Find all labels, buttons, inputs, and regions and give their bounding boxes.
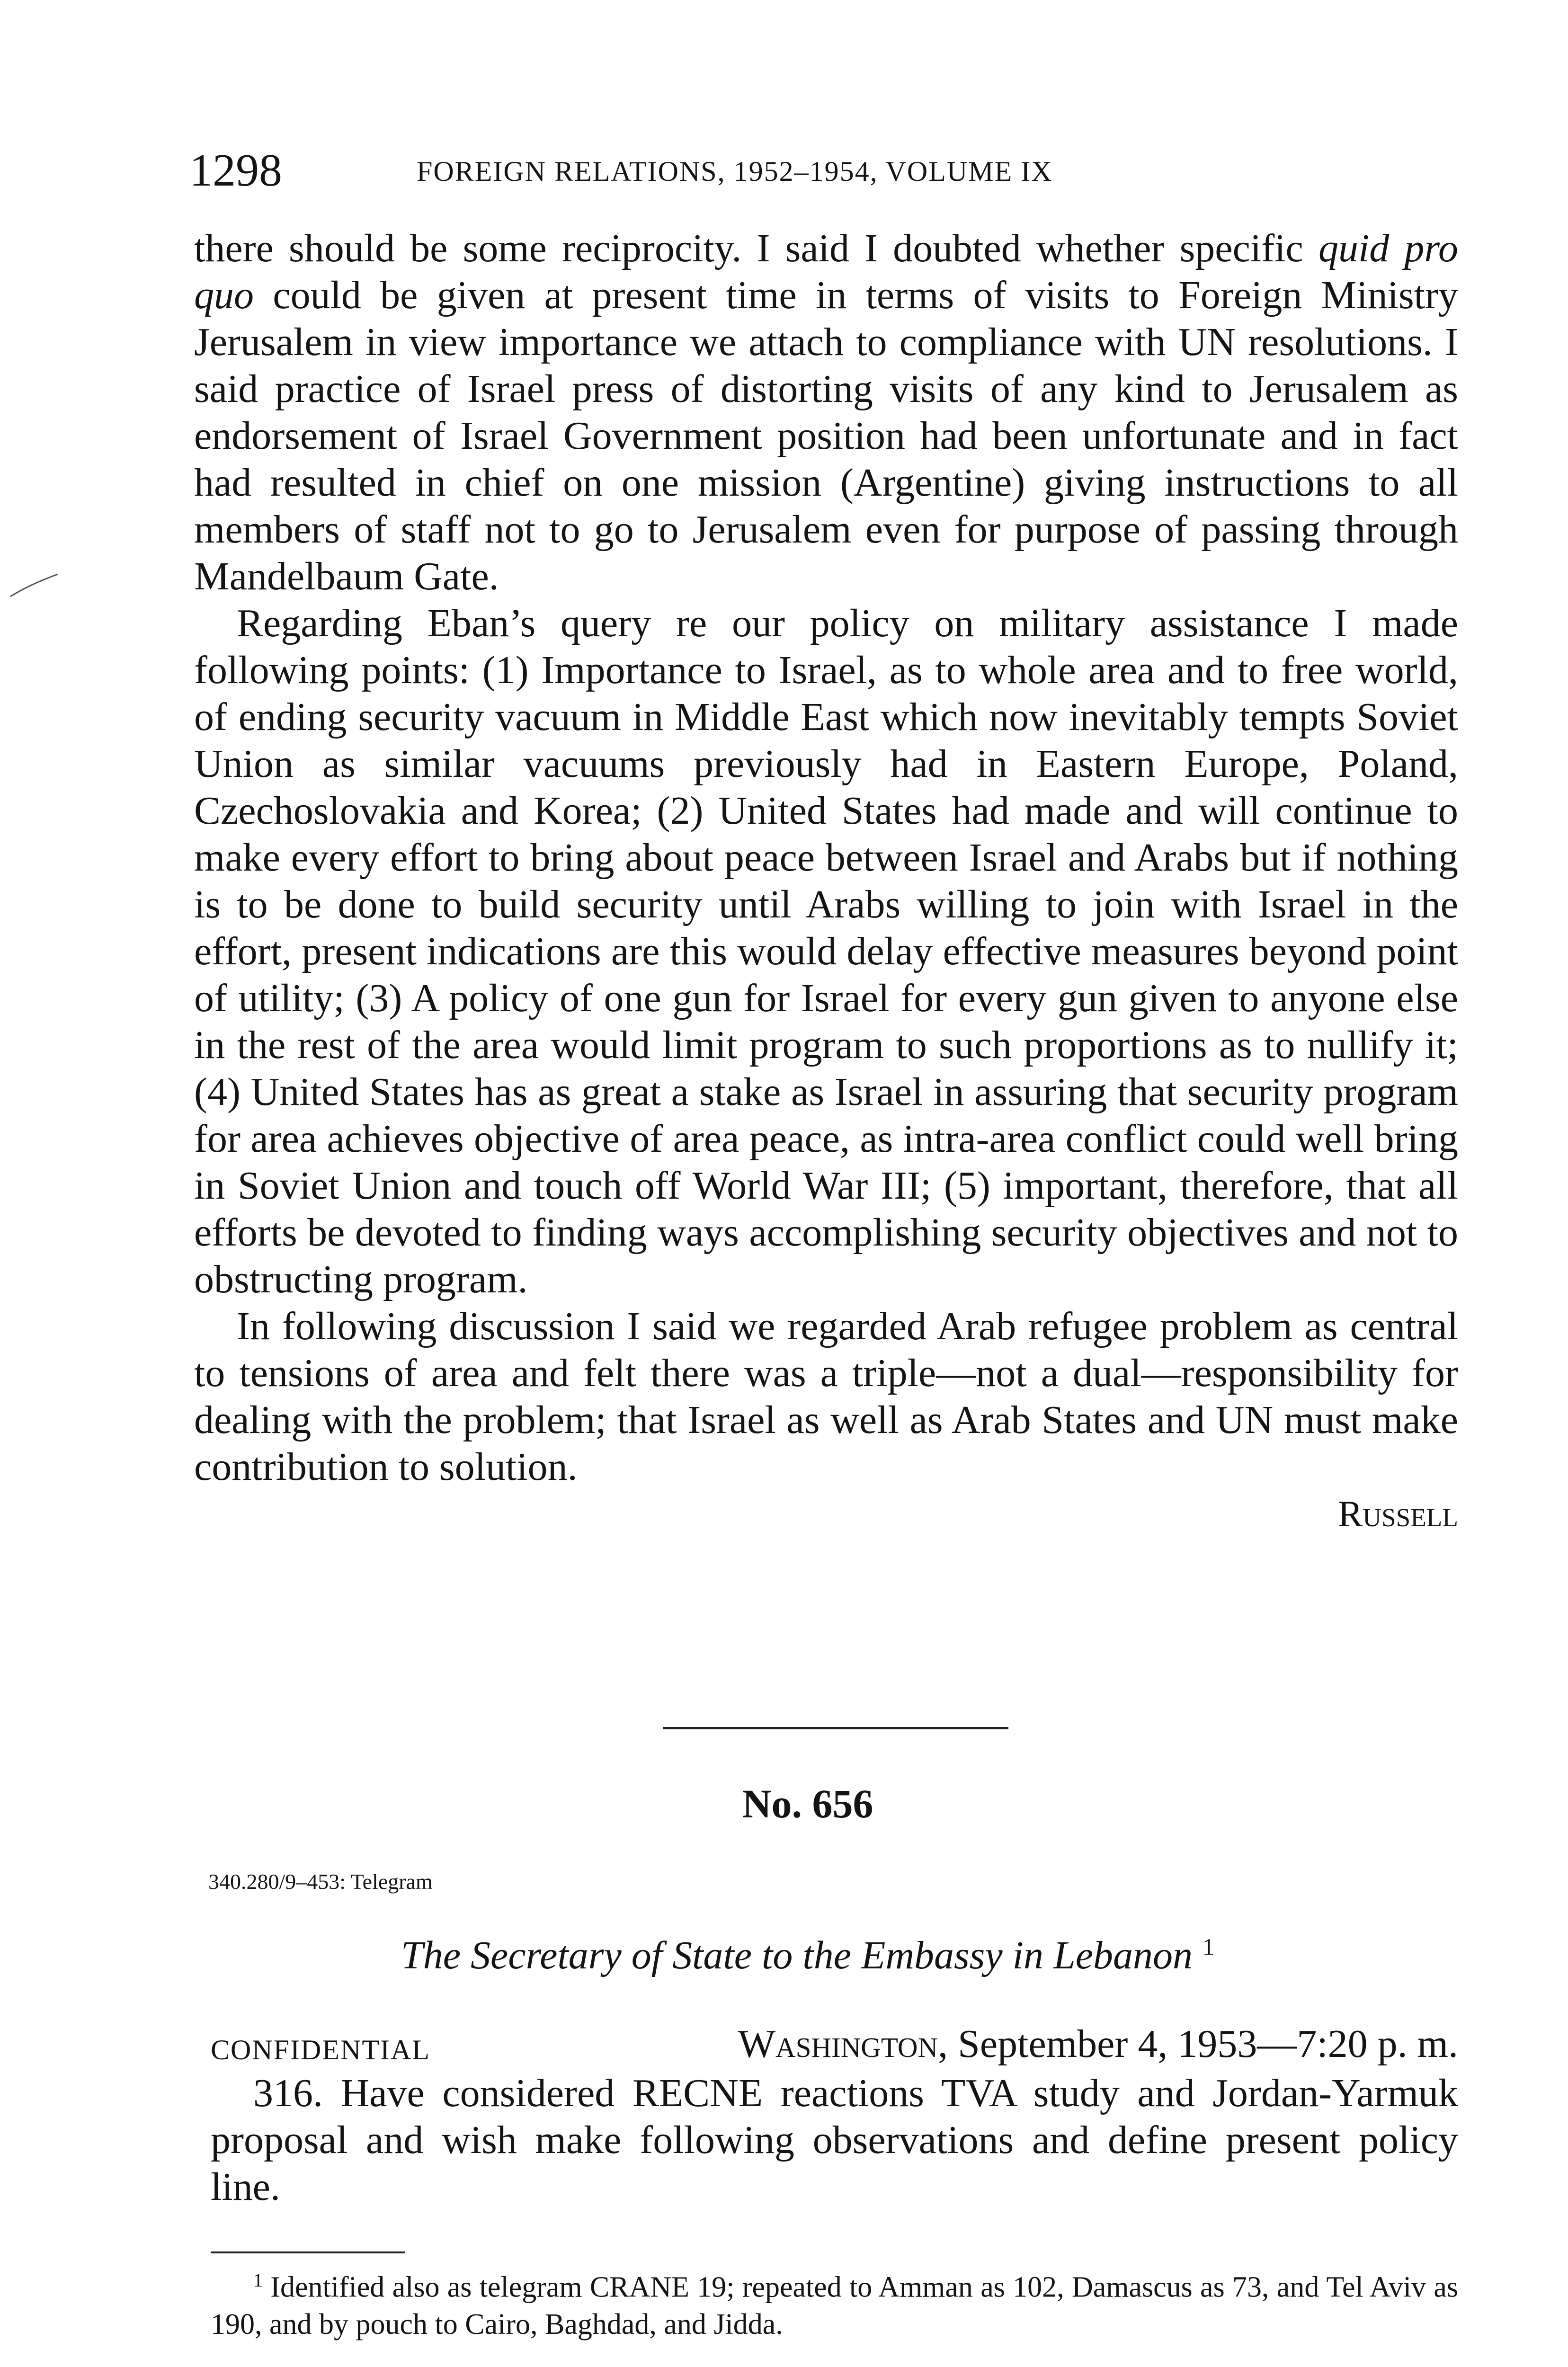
- running-head: FOREIGN RELATIONS, 1952–1954, VOLUME IX: [417, 156, 1053, 187]
- footnote: [211, 2262, 1458, 2343]
- file-reference: 340.280/9–453: Telegram: [208, 1869, 433, 1894]
- dateline: [211, 2020, 1458, 2068]
- page-header: [189, 142, 1468, 199]
- place-and-date: [738, 2020, 1458, 2068]
- italic-phrase: quid pro quo: [194, 226, 1458, 317]
- paragraph-text: there should be some reciprocity. I said I doubted whether specific: [194, 226, 1319, 270]
- document-number: No. 656: [742, 1781, 873, 1826]
- body-text: [194, 225, 1458, 1537]
- paragraph-text: could be given at present time in terms of visits to Foreign Ministry Jerusalem in view importance we attach to compliance with UN resolutions. I said practice of Israel press of distorting visits of any kind to Jerusalem as endorsement of Israel Government position had been unfortunate and in fact had resulted in chief on one mission (Argentine) giving instructions to all members of staff not to go to Jerusalem even for purpose of passing through Mandelbaum Gate.: [194, 273, 1458, 598]
- footnote-marker: 1: [253, 2269, 263, 2291]
- telegram-text: 316. Have considered RECNE reactions TVA study and Jordan-Yarmuk proposal and wish make following observations and define present policy line.: [211, 2071, 1458, 2209]
- margin-pencil-mark: [6, 570, 62, 599]
- place: Washington: [738, 2022, 938, 2066]
- footnote-text: Identified also as telegram CRANE 19; repeated to Amman as 102, Damascus as 73, and Tel Aviv as 190, and by pouch to Cairo, Baghdad, and Jidda.: [211, 2271, 1458, 2340]
- signature: Russell: [1338, 1493, 1458, 1534]
- date: , September 4, 1953—7:20 p. m.: [938, 2022, 1458, 2066]
- footnote-divider: [211, 2251, 405, 2253]
- page-number: 1298: [189, 145, 282, 196]
- classification: CONFIDENTIAL: [211, 2034, 430, 2065]
- paragraph-military-assistance: Regarding Eban’s query re our policy on military assistance I made following points: (1) Importance to Israel, as to whole area and to free world, of ending security vacuum in Middle East which now inevitably tempts Soviet Union as similar vacuums previously had in Eastern Europe, Poland, Czechoslovakia and Korea; (2) United States had made and will continue to make every effort to bring about peace between Israel and Arabs but if nothing is to be done to build security until Arabs willing to join with Israel in the effort, present indications are this would delay effective measures beyond point of utility; (3) A policy of one gun for Israel for every gun given to anyone else in the rest of the area would limit program to such proportions as to nullify it; (4) United States has as great a stake as Israel in assuring that security program for area achieves objective of area peace, as intra-area conflict could well bring in Soviet Union and touch off World War III; (5) important, therefore, that all efforts be devoted to finding ways accomplishing security objectives and not to obstructing program.: [194, 601, 1458, 1301]
- document-title-text: The Secretary of State to the Embassy in Lebanon: [401, 1933, 1193, 1977]
- document-title: [0, 1923, 1568, 1979]
- footnote-reference: 1: [1202, 1933, 1214, 1960]
- paragraph-continuation: [194, 225, 1458, 600]
- section-divider: [663, 1727, 1008, 1729]
- paragraph-refugee-problem: In following discussion I said we regarded Arab refugee problem as central to tensions of area and felt there was a triple—not a dual—responsibility for dealing with the problem; that Israel as well as Arab States and UN must make contribution to solution.: [194, 1304, 1458, 1489]
